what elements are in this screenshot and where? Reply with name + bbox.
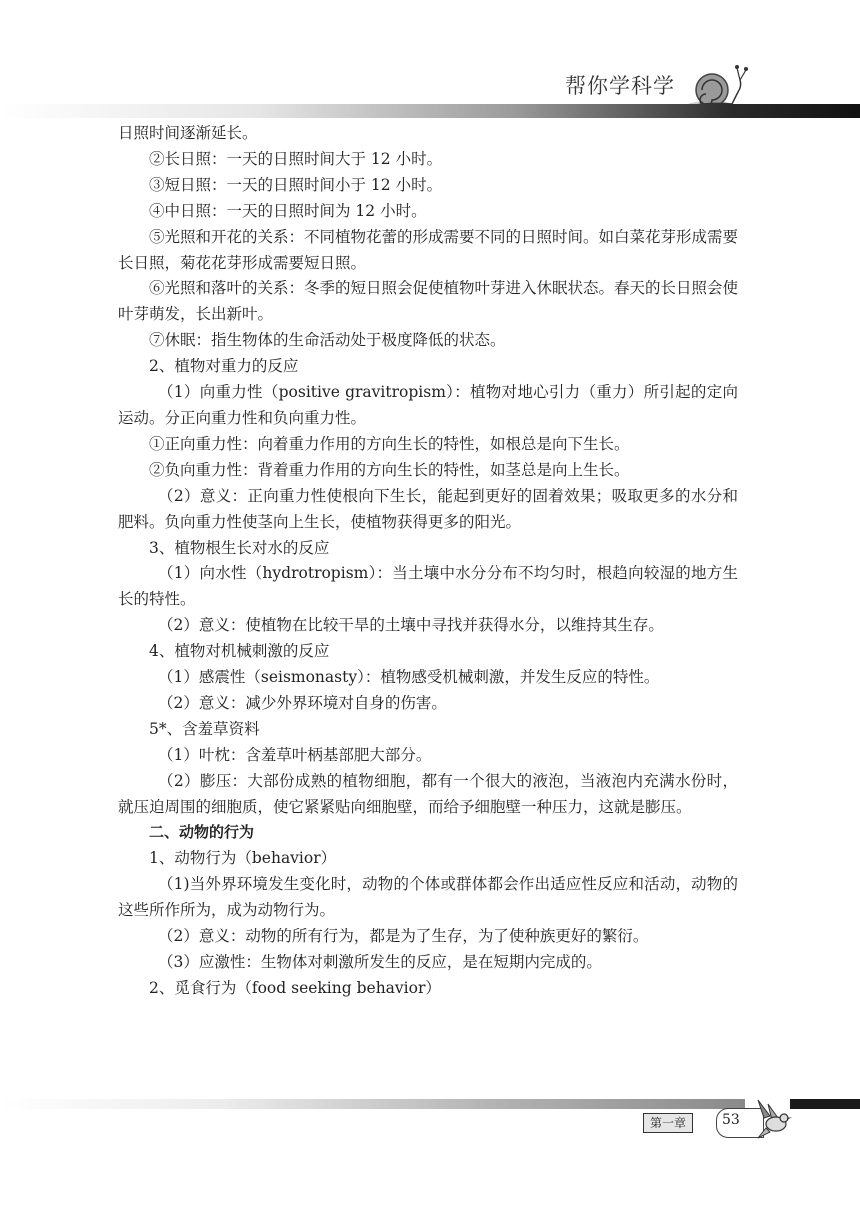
paragraph: （2）意义：正向重力性使根向下生长，能起到更好的固着效果；吸取更多的水分和肥料。负向重力性使茎向上生长，使植物获得更多的阳光。 [118, 486, 738, 531]
paragraph: ②负向重力性：背着重力作用的方向生长的特性，如茎总是向上生长。 [149, 460, 630, 479]
paragraph: （2）意义：减少外界环境对自身的伤害。 [158, 693, 447, 712]
page-number: 53 [722, 1112, 740, 1128]
paragraph: （1）向水性（hydrotropism）：当土壤中水分分布不均匀时，根趋向较湿的地方生长的特性。 [118, 564, 738, 609]
paragraph: （3）应激性：生物体对刺激所发生的反应，是在短期内完成的。 [158, 953, 602, 971]
paragraph: 日照时间逐渐延长。 [118, 124, 258, 142]
section-heading: 4、植物对机械刺激的反应 [149, 642, 330, 661]
paragraph: ②长日照：一天的日照时间大于 12 小时。 [149, 149, 443, 168]
paragraph: ④中日照：一天的日照时间为 12 小时。 [149, 201, 427, 220]
paragraph: ⑥光照和落叶的关系：冬季的短日照会促使植物叶芽进入休眠状态。春天的长日照会使叶芽萌发，长出新叶。 [118, 279, 739, 324]
paragraph: （1）叶枕：含羞草叶柄基部肥大部分。 [158, 745, 432, 764]
paragraph: ⑤光照和开花的关系：不同植物花蕾的形成需要不同的日照时间。如白菜花芽形成需要长日照，菊花花芽形成需要短日照。 [118, 227, 739, 272]
header-rule [0, 104, 860, 118]
section-heading: 5*、含羞草资料 [149, 719, 260, 738]
bird-icon [752, 1096, 794, 1142]
footer-rule [0, 1099, 745, 1109]
section-heading: 2、觅食行为（food seeking behavior） [149, 978, 441, 997]
paragraph: （1）感震性（seismonasty）：植物感受机械刺激，并发生反应的特性。 [158, 668, 660, 687]
paragraph: （2）意义：动物的所有行为，都是为了生存，为了使种族更好的繁衍。 [158, 927, 649, 946]
paragraph: （2）膨压：大部份成熟的植物细胞，都有一个很大的液泡，当液泡内充满水份时，就压迫周围的细胞质，使它紧紧贴向细胞壁，而给予细胞壁一种压力，这就是膨压。 [118, 771, 738, 816]
header-title: 帮你学科学 [565, 74, 675, 98]
paragraph: ⑦休眠：指生物体的生命活动处于极度降低的状态。 [149, 331, 506, 350]
paragraph: （1）向重力性（positive gravitropism）：植物对地心引力（重力）所引起的定向运动。分正向重力性和负向重力性。 [118, 383, 738, 427]
footer-rule-dark [790, 1099, 860, 1109]
paragraph: ①正向重力性：向着重力作用的方向生长的特性，如根总是向下生长。 [149, 434, 630, 453]
paragraph: （1)当外界环境发生变化时，动物的个体或群体都会作出适应性反应和活动，动物的这些所作所为，成为动物行为。 [118, 875, 738, 920]
section-heading: 2、植物对重力的反应 [149, 357, 299, 376]
page-body [118, 121, 738, 1002]
chapter-label: 第一章 [643, 1113, 693, 1133]
paragraph: ③短日照：一天的日照时间小于 12 小时。 [149, 175, 443, 194]
chapter-heading: 二、动物的行为 [149, 823, 255, 842]
paragraph: （2）意义：使植物在比较干旱的土壤中寻找并获得水分，以维持其生存。 [158, 616, 664, 635]
section-heading: 3、植物根生长对水的反应 [149, 538, 330, 557]
section-heading: 1、动物行为（behavior） [149, 849, 337, 868]
